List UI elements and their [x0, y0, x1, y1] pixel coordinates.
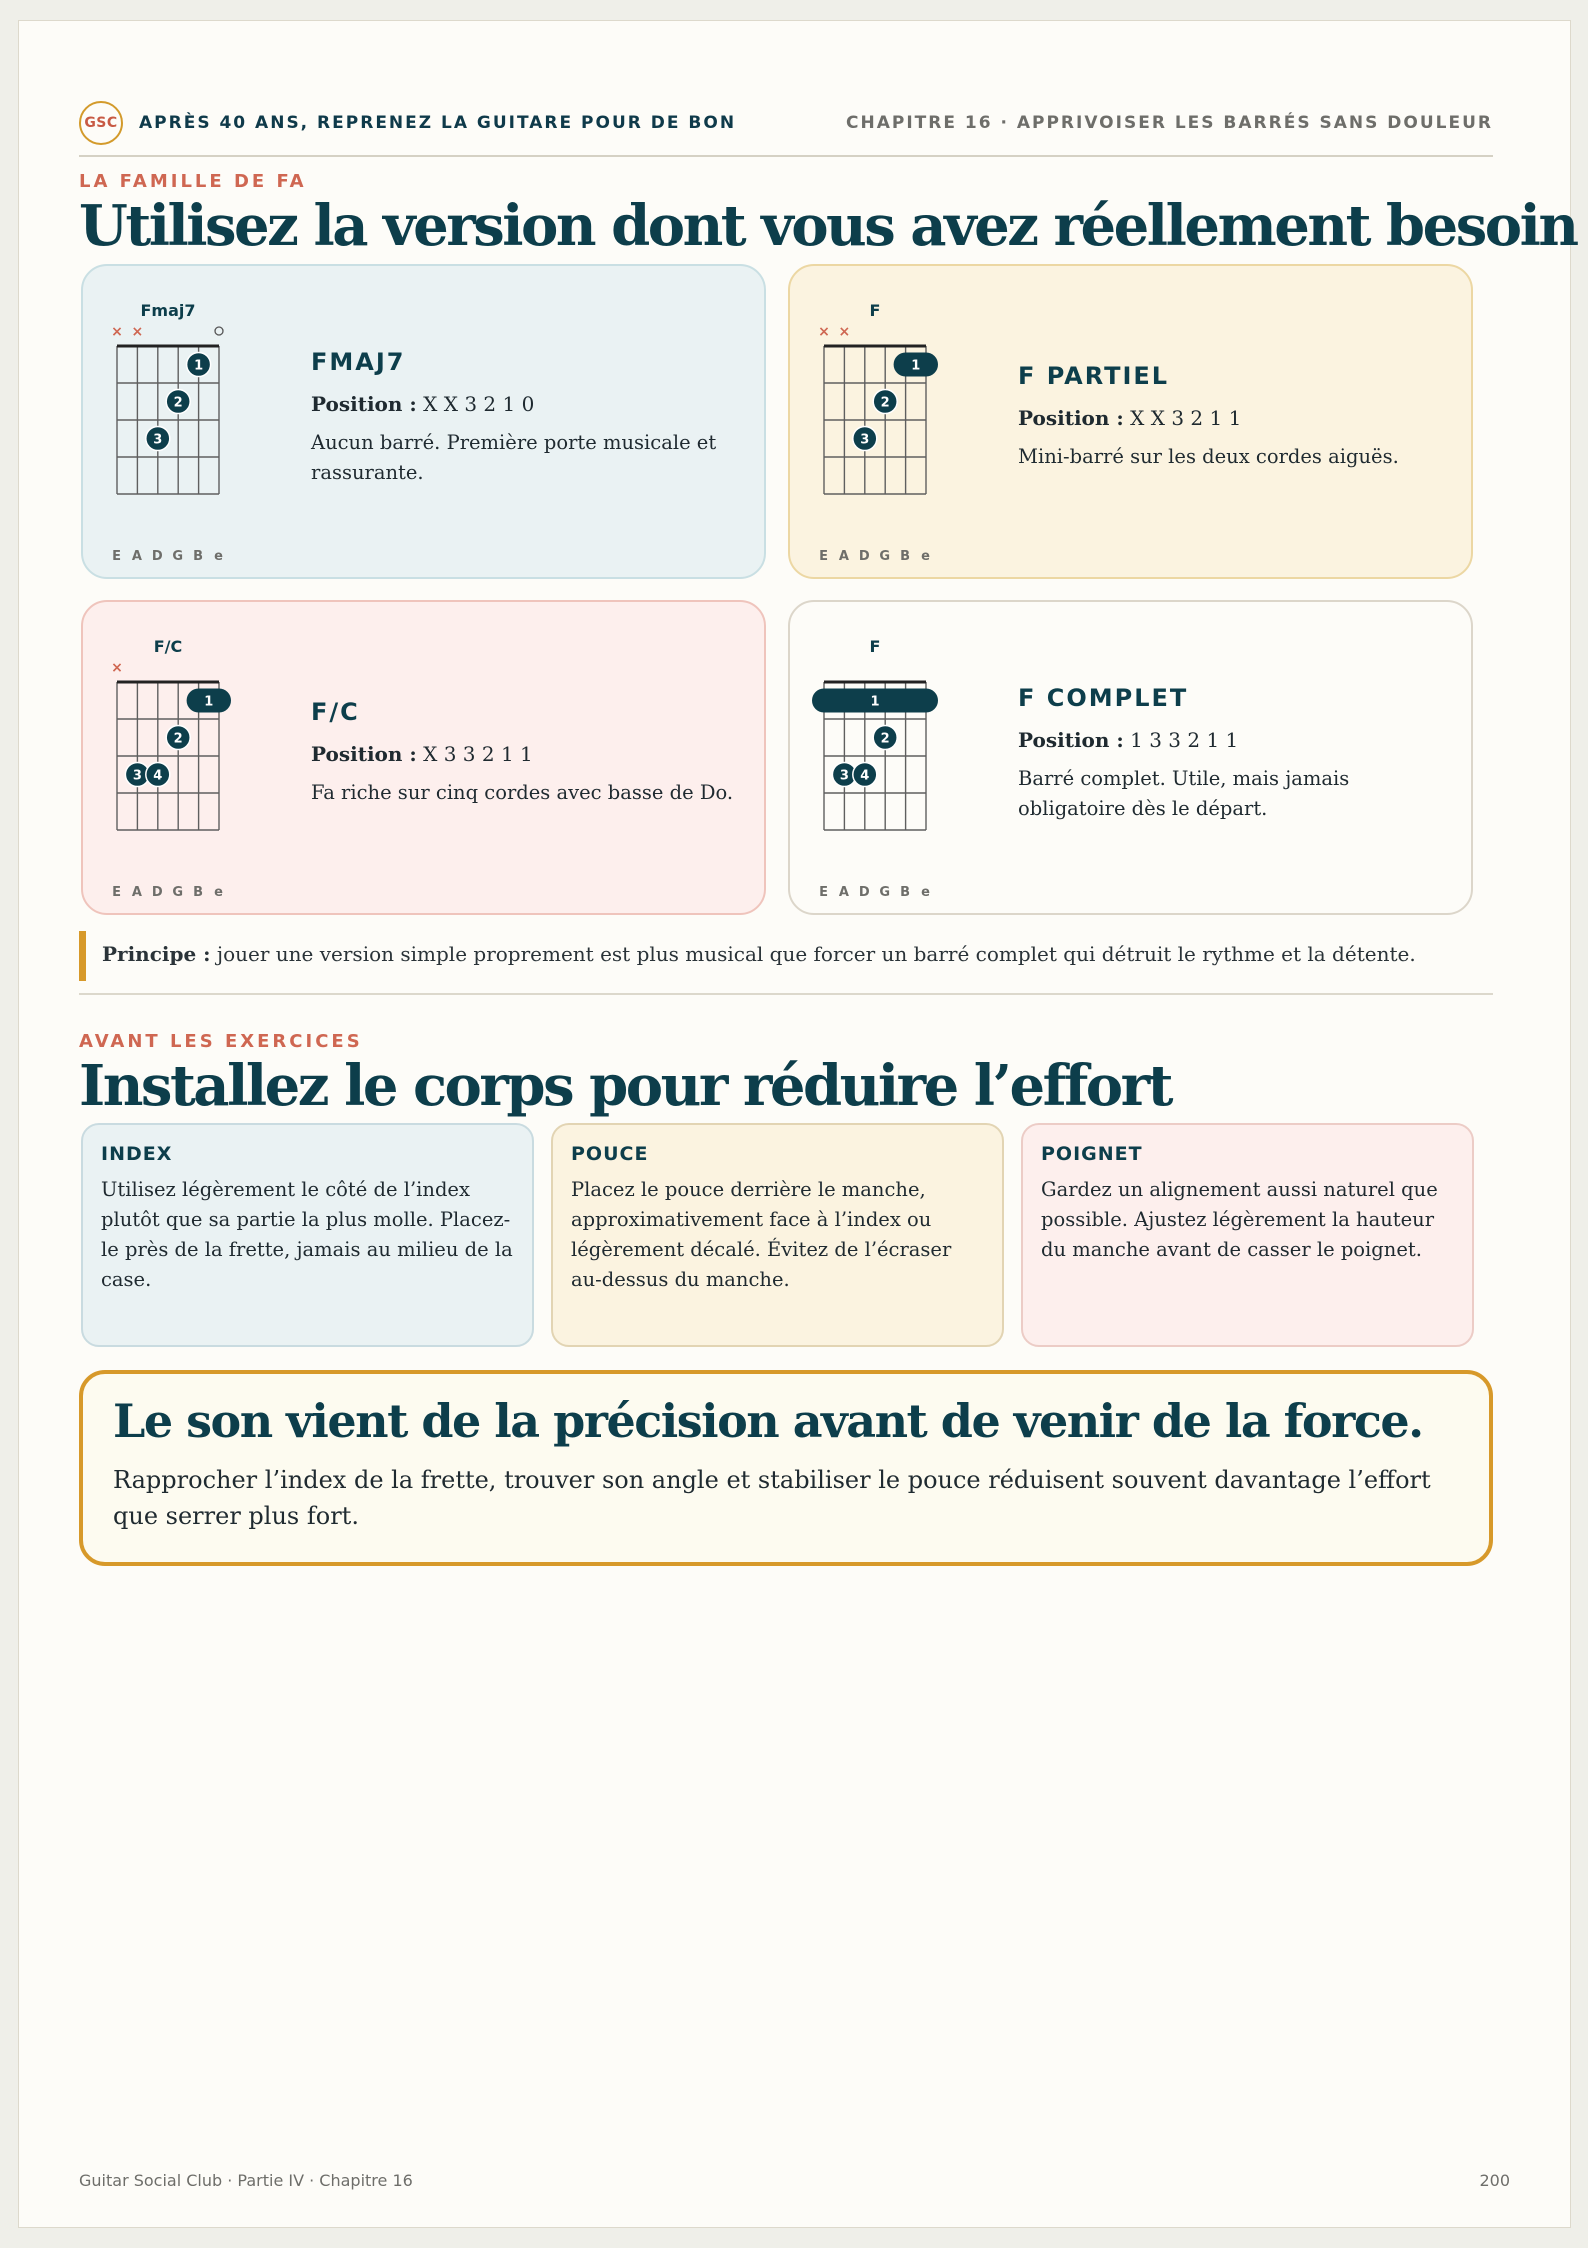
- string-name-label: G: [172, 549, 185, 564]
- section-kicker: LA FAMILLE DE FA: [79, 171, 307, 192]
- chord-diagram: [113, 632, 253, 902]
- string-name-label: E: [819, 549, 829, 564]
- string-name-label: B: [900, 549, 912, 564]
- chord-position: [1018, 728, 1441, 752]
- chord-card-f-complet: [788, 600, 1473, 915]
- string-name-label: G: [879, 885, 892, 900]
- muted-string-mark: ×: [111, 324, 123, 340]
- string-name-label: e: [214, 549, 224, 564]
- chord-info: [311, 698, 734, 808]
- chord-diagram-name: F: [869, 301, 881, 320]
- string-name-label: A: [838, 549, 850, 564]
- string-name-label: G: [172, 885, 185, 900]
- chord-description: Fa riche sur cinq cordes avec basse de Do.: [311, 781, 734, 804]
- footer-credit: Guitar Social Club · Partie IV · Chapitre 16: [79, 2171, 413, 2190]
- chord-diagram: [113, 296, 253, 566]
- finger-number: 1: [204, 694, 214, 710]
- chord-diagram-name: F: [869, 637, 881, 656]
- finger-number: 2: [880, 731, 890, 747]
- finger-number: 1: [194, 358, 204, 374]
- position-value: X X 3 2 1 0: [423, 392, 535, 416]
- string-name-label: A: [131, 885, 143, 900]
- tip-card-poignet: [1021, 1123, 1474, 1347]
- chord-position: [1018, 406, 1441, 430]
- chord-name: F COMPLET: [1018, 684, 1189, 712]
- section-divider: [79, 993, 1493, 995]
- chord-name: F PARTIEL: [1018, 362, 1170, 390]
- section-title: Installez le corps pour réduire l’effort: [79, 1053, 1172, 1119]
- tip-card-pouce: [551, 1123, 1004, 1347]
- string-name-label: D: [151, 885, 164, 900]
- string-name-label: E: [112, 549, 122, 564]
- finger-number: 2: [173, 731, 183, 747]
- chord-position: [311, 392, 734, 416]
- chord-position: [311, 742, 734, 766]
- chord-diagram: [820, 632, 960, 902]
- position-label: Position :: [311, 742, 417, 766]
- string-name-label: e: [214, 885, 224, 900]
- string-name-label: D: [151, 549, 164, 564]
- string-name-label: D: [858, 549, 871, 564]
- position-label: Position :: [1018, 728, 1124, 752]
- chord-info: [311, 348, 734, 488]
- chord-description: Barré complet. Utile, mais jamais obligatoire dès le départ.: [1018, 767, 1350, 820]
- principle-label: Principe :: [102, 942, 211, 966]
- muted-string-mark: ×: [111, 660, 123, 676]
- finger-number: 1: [911, 358, 921, 374]
- chord-description: Aucun barré. Première porte musicale et rassurante.: [311, 431, 717, 484]
- chord-name: F/C: [311, 698, 360, 726]
- string-name-label: E: [819, 885, 829, 900]
- finger-number: 2: [880, 395, 890, 411]
- string-name-label: B: [193, 885, 205, 900]
- key-takeaway-callout: [79, 1370, 1493, 1566]
- chord-card-f-partiel: [788, 264, 1473, 579]
- open-string-mark: [215, 327, 223, 335]
- muted-string-mark: ×: [818, 324, 830, 340]
- chord-info: [1018, 684, 1441, 824]
- string-name-label: e: [921, 549, 931, 564]
- string-name-label: E: [112, 885, 122, 900]
- string-name-label: A: [131, 549, 143, 564]
- chord-card-fmaj7: [81, 264, 766, 579]
- callout-title: Le son vient de la précision avant de venir de la force.: [113, 1394, 1423, 1448]
- position-label: Position :: [311, 392, 417, 416]
- position-value: 1 3 3 2 1 1: [1130, 728, 1239, 752]
- chord-info: [1018, 362, 1441, 472]
- muted-string-mark: ×: [131, 324, 144, 340]
- chord-diagram-name: F/C: [153, 637, 183, 656]
- finger-number: 4: [860, 768, 870, 784]
- tip-title: POUCE: [571, 1143, 649, 1165]
- chord-description: Mini-barré sur les deux cordes aiguës.: [1018, 445, 1399, 468]
- book-title: APRÈS 40 ANS, REPRENEZ LA GUITARE POUR DE BON: [139, 113, 737, 133]
- chord-diagram: [820, 296, 960, 566]
- chord-card-f-c: [81, 600, 766, 915]
- finger-number: 3: [860, 432, 870, 448]
- finger-number: 3: [132, 768, 142, 784]
- position-value: X X 3 2 1 1: [1130, 406, 1242, 430]
- string-name-label: D: [858, 885, 871, 900]
- gsc-logo: GSC: [79, 101, 123, 145]
- string-name-label: A: [838, 885, 850, 900]
- chord-name: FMAJ7: [311, 348, 406, 376]
- tip-title: INDEX: [101, 1143, 173, 1165]
- finger-number: 4: [153, 768, 163, 784]
- string-name-label: B: [900, 885, 912, 900]
- section-kicker: AVANT LES EXERCICES: [79, 1031, 363, 1052]
- string-name-label: G: [879, 549, 892, 564]
- tip-card-index: [81, 1123, 534, 1347]
- finger-number: 3: [839, 768, 849, 784]
- page-number: 200: [1479, 2171, 1510, 2190]
- tip-text: Placez le pouce derrière le manche, approximativement face à l’index ou légèrement décalé. Évitez de l’écraser au-dessus du manche.: [571, 1178, 952, 1291]
- finger-number: 1: [870, 694, 880, 710]
- finger-number: 3: [153, 432, 163, 448]
- callout-text: Rapprocher l’index de la frette, trouver son angle et stabiliser le pouce réduisent souvent davantage l’effort que serrer plus fort.: [113, 1466, 1431, 1530]
- tip-text: Utilisez légèrement le côté de l’index plutôt que sa partie la plus molle. Placez-le près de la frette, jamais au milieu de la case.: [101, 1178, 513, 1291]
- tip-title: POIGNET: [1041, 1143, 1143, 1165]
- string-name-label: B: [193, 549, 205, 564]
- tip-text: Gardez un alignement aussi naturel que possible. Ajustez légèrement la hauteur du manche avant de casser le poignet.: [1041, 1178, 1438, 1261]
- chapter-title: CHAPITRE 16 · APPRIVOISER LES BARRÉS SANS DOULEUR: [846, 113, 1493, 133]
- position-value: X 3 3 2 1 1: [423, 742, 533, 766]
- string-name-label: e: [921, 885, 931, 900]
- page: [18, 20, 1577, 2228]
- principle-text: jouer une version simple proprement est plus musical que forcer un barré complet qui détruit le rythme et la détente.: [210, 942, 1416, 966]
- section-title: Utilisez la version dont vous avez réellement besoin: [79, 193, 1577, 259]
- page-header: [79, 81, 1493, 157]
- principle-note: [79, 931, 1493, 981]
- muted-string-mark: ×: [838, 324, 851, 340]
- position-label: Position :: [1018, 406, 1124, 430]
- chord-diagram-name: Fmaj7: [140, 301, 196, 320]
- finger-number: 2: [173, 395, 183, 411]
